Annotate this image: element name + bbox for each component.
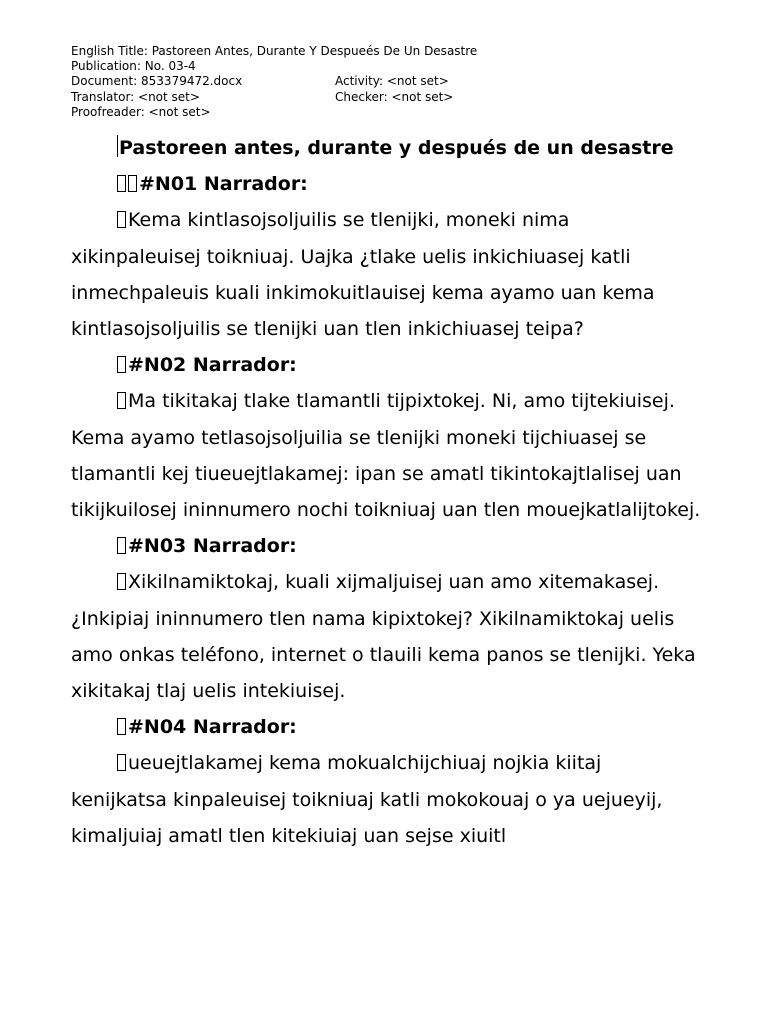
section-paragraph-text: Kema kintlasojsoljuilis se tlenijki, moneki nima xikinpaleuisej toikniuaj. Uajka ¿tlake uelis inkichiuasej katli inmechpaleuis kuali inkimokuitlauisej kema ayamo uan kema kintlasojsoljuilis se tlenijki uan tlen inkichiuasej teipa? bbox=[71, 209, 655, 341]
missing-glyph-icon bbox=[117, 356, 126, 373]
missing-glyph-icon bbox=[117, 573, 126, 590]
section-heading bbox=[71, 709, 701, 745]
missing-glyph-icon bbox=[117, 537, 126, 554]
meta-row-title bbox=[71, 44, 691, 59]
section-paragraph bbox=[71, 202, 701, 347]
section-paragraph-text: ueuejtlakamej kema mokualchijchiuaj nojkia kiitaj kenijkatsa kinpaleuisej toikniuaj katli mokokouaj o ya uejueyij, kimaljuiaj amatl tlen kitekiuiaj uan sejse xiuitl bbox=[71, 752, 663, 847]
document-metadata bbox=[71, 44, 691, 120]
section-paragraph bbox=[71, 745, 701, 854]
meta-checker: Checker: <not set> bbox=[335, 89, 454, 104]
meta-row-document bbox=[71, 74, 691, 89]
meta-translator: Translator: <not set> bbox=[71, 89, 200, 104]
section-heading-text: #N01 Narrador: bbox=[139, 173, 308, 196]
missing-glyph-icon bbox=[117, 392, 126, 409]
section-heading-text: #N03 Narrador: bbox=[128, 535, 297, 558]
section-heading-text: #N02 Narrador: bbox=[128, 354, 297, 377]
section-heading-text: #N04 Narrador: bbox=[128, 716, 297, 739]
section-paragraph bbox=[71, 383, 701, 528]
document-title-text: Pastoreen antes, durante y después de un desastre bbox=[119, 137, 674, 159]
meta-publication: Publication: No. 03-4 bbox=[71, 59, 196, 74]
section-paragraph-text: Xikilnamiktokaj, kuali xijmaljuisej uan amo xitemakasej. ¿Inkipiaj ininnumero tlen nama kipixtokej? Xikilnamiktokaj uelis amo onkas teléfono, internet o tlauili kema panos se tlenijki. Yeka xikitakaj tlaj uelis intekiuisej. bbox=[71, 571, 696, 703]
meta-proofreader: Proofreader: <not set> bbox=[71, 104, 211, 119]
section-heading bbox=[71, 528, 701, 564]
meta-row-publication bbox=[71, 59, 691, 74]
missing-glyph-icon bbox=[117, 718, 126, 735]
section-heading bbox=[71, 166, 701, 202]
meta-english-title: English Title: Pastoreen Antes, Durante Y Despueés De Un Desastre bbox=[71, 44, 478, 58]
missing-glyph-icon bbox=[117, 211, 126, 228]
missing-glyph-icon bbox=[117, 754, 126, 771]
missing-glyph-icon bbox=[128, 175, 137, 192]
section-paragraph-text: Ma tikitakaj tlake tlamantli tijpixtokej. Ni, amo tijtekiuisej. Kema ayamo tetlasojsoljuilia se tlenijki moneki tijchiuasej se tlamantli kej tiueuejtlakamej: ipan se amatl tikintokajtlalisej uan tikijkuilosej ininnumero nochi toikniuaj uan tlen mouejkatlalijtokej. bbox=[71, 390, 701, 522]
document-body[interactable] bbox=[71, 130, 701, 854]
section-heading bbox=[71, 347, 701, 383]
meta-row-proofreader bbox=[71, 105, 691, 120]
meta-activity: Activity: <not set> bbox=[335, 74, 449, 89]
meta-document: Document: 853379472.docx bbox=[71, 74, 243, 89]
section-paragraph bbox=[71, 564, 701, 709]
document-title bbox=[71, 130, 701, 166]
meta-row-translator bbox=[71, 90, 691, 105]
text-cursor bbox=[117, 135, 118, 157]
missing-glyph-icon bbox=[117, 175, 126, 192]
